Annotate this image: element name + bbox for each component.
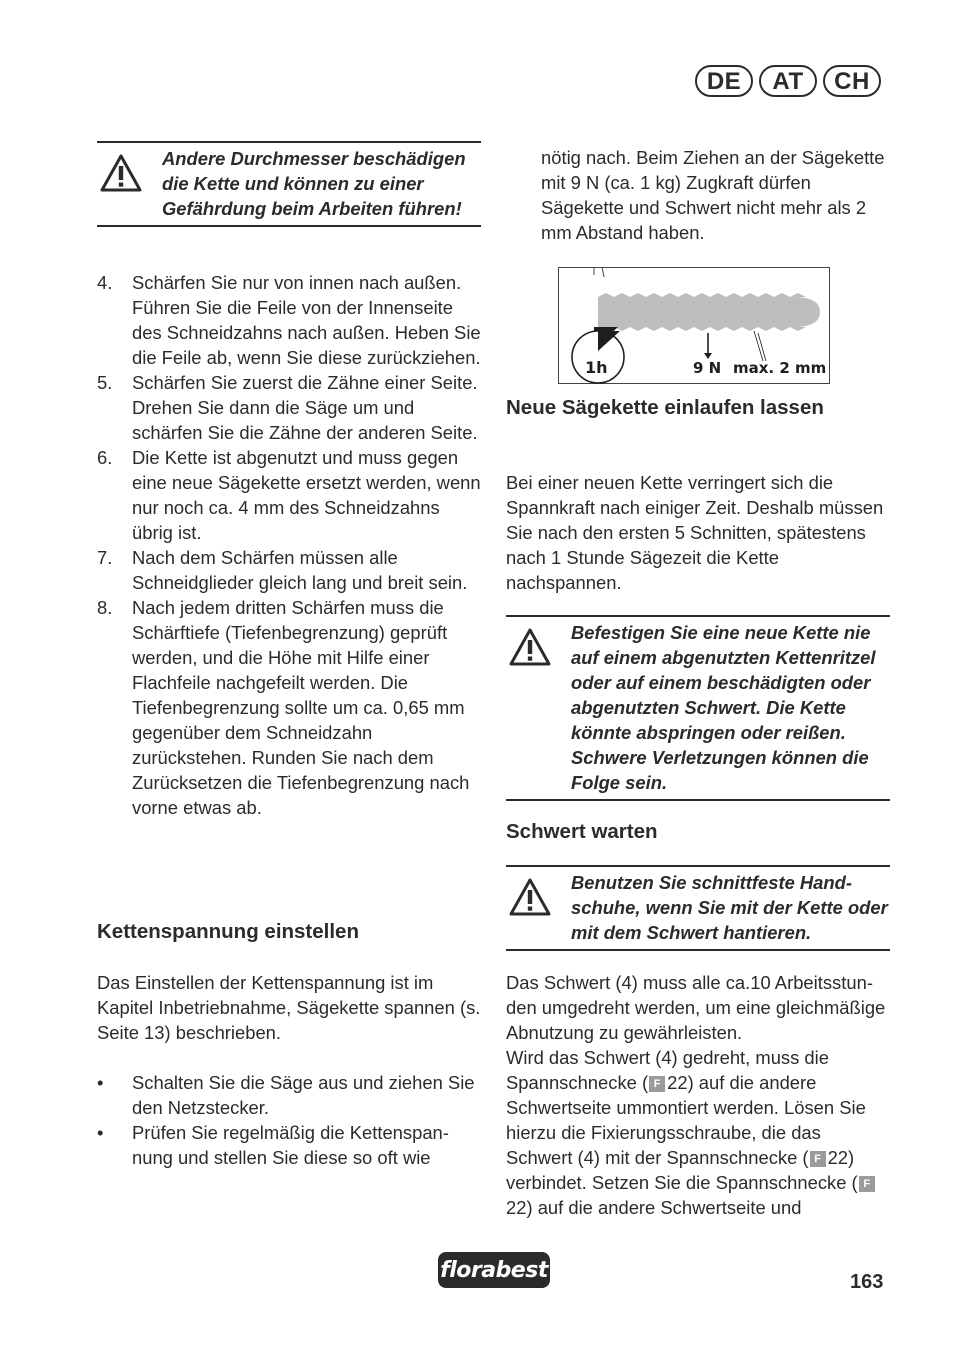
bar-text-part: 22) auf die andere Schwertseite und (506, 1197, 802, 1218)
warning-box-new-chain (506, 615, 890, 801)
warning-text: Benutzen Sie schnittfeste Handschuhe, wenn Sie mit der Kette oder mit dem Schwert hantieren. (571, 872, 888, 943)
chain-tension-figure (558, 267, 830, 384)
logo-text: florabest (440, 1257, 548, 1283)
figure-ref-icon: F (810, 1151, 826, 1167)
list-item (97, 595, 481, 820)
tension-intro-paragraph: Das Einstellen der Kettenspannung ist im Kapitel Inbetriebnahme, Sägekette spannen (s. Seite 13) beschrieben. (97, 972, 481, 1043)
tension-bullets (97, 1070, 481, 1170)
step-number: 5. (97, 372, 113, 393)
lang-badge-de: DE (695, 65, 753, 97)
step-number: 4. (97, 272, 113, 293)
bar-text-part: Wird das Schwert (4) gedreht, muss die Spannschnecke ( (506, 1047, 829, 1093)
step-number: 8. (97, 597, 113, 618)
bullet-text: Schalten Sie die Säge aus und ziehen Sie den Netzstecker. (132, 1072, 475, 1118)
figure-label-force: 9 N (692, 358, 721, 377)
heading-chain-tension: Kettenspannung einstellen (97, 920, 359, 943)
florabest-logo (438, 1252, 550, 1288)
step-text: Nach jedem dritten Schärfen muss die Schärftiefe (Tiefenbegrenzung) geprüft werden, und die Höhe mit Hilfe einer Flachfeile nachgefeilt werden. Die Tiefenbegrenzung sollte um ca. 0,65 mm gegenüber dem Schneidzahn zurückstehen. Runden Sie nach dem Zurücksetzen die Tiefenbegrenzung nach vorne etwas ab. (132, 597, 470, 818)
bar-paragraph-1: Das Schwert (4) muss alle ca.10 Arbeitsstunden umgedreht werden, um eine gleichmäßige Abnutzung zu gewährleisten. (506, 972, 886, 1043)
step-text: Schärfen Sie zuerst die Zähne einer Seite. Drehen Sie dann die Säge um und schärfen Sie die Zähne der anderen Seite. (132, 372, 478, 443)
figure-label-distance: max. 2 mm (732, 358, 826, 377)
heading-new-chain: Neue Sägekette einlaufen lassen (506, 396, 824, 419)
bullet-mark: • (97, 1072, 104, 1093)
warning-triangle-icon (99, 153, 143, 193)
chain-bar-illustration (558, 267, 830, 384)
warning-text: Befestigen Sie eine neue Kette nie auf einem abgenutzten Kettenritzel oder auf einem beschädigten oder abgenutzten Schwert. Die Kette könnte abspringen oder reißen. Schwere Verletzungen können die Folge sein. (571, 622, 876, 793)
heading-bar-maintenance: Schwert warten (506, 820, 658, 843)
lang-badge-ch: CH (823, 65, 881, 97)
step-number: 7. (97, 547, 113, 568)
lang-badge-at: AT (759, 65, 817, 97)
list-item (97, 445, 481, 545)
warning-triangle-icon (508, 627, 552, 667)
step-text: Schärfen Sie nur von innen nach außen. Führen Sie die Feile von der Innenseite des Schneidzahns nach außen. Heben Sie die Feile ab, wenn Sie diese zurückziehen. (132, 272, 481, 368)
list-item (97, 370, 481, 445)
figure-ref-icon: F (859, 1176, 875, 1192)
list-item (97, 545, 481, 595)
bullet-text: Prüfen Sie regelmäßig die Kettenspannung und stellen Sie diese so oft wie (132, 1122, 449, 1168)
new-chain-paragraph: Bei einer neuen Kette verringert sich die Spannkraft nach einiger Zeit. Deshalb müssen Sie nach den ersten 5 Schnitten, spätestens nach 1 Stunde Sägezeit die Kette nachspannen. (506, 472, 884, 593)
warning-box-gloves (506, 865, 890, 951)
step-text: Nach dem Schärfen müssen alle Schneidglieder gleich lang und breit sein. (132, 547, 468, 593)
list-item (97, 1070, 481, 1120)
step-text: Die Kette ist abgenutzt und muss gegen eine neue Sägekette ersetzt werden, wenn nur noch ca. 4 mm des Schneidzahns übrig ist. (132, 447, 481, 543)
page-number: 163 (850, 1271, 884, 1293)
language-badges (695, 65, 881, 97)
step-number: 6. (97, 447, 113, 468)
figure-ref-icon: F (649, 1076, 665, 1092)
list-item (97, 1120, 481, 1170)
list-item (97, 270, 481, 370)
figure-label-time: 1h (584, 357, 608, 377)
bar-text-part: 22) verbindet. Setzen Sie die Spannschnecke ( (506, 1147, 858, 1193)
warning-triangle-icon (508, 877, 552, 917)
continuation-paragraph: nötig nach. Beim Ziehen an der Sägekette mit 9 N (ca. 1 kg) Zugkraft dürfen Sägekette und Schwert nicht mehr als 2 mm Abstand haben. (541, 147, 885, 243)
bar-paragraph-2 (506, 1045, 890, 1220)
warning-text: Andere Durchmesser beschädigen die Kette und können zu einer Gefährdung beim Arbeiten führen! (162, 148, 466, 219)
warning-box-diameter (97, 141, 481, 227)
sharpening-steps (97, 270, 481, 820)
bar-text-part: 22) auf die andere Schwertseite ummontiert werden. Lösen Sie hierzu die Fixierungsschraube, die das Schwert (4) mit der Spannschnecke ( (506, 1072, 866, 1168)
bullet-mark: • (97, 1122, 104, 1143)
